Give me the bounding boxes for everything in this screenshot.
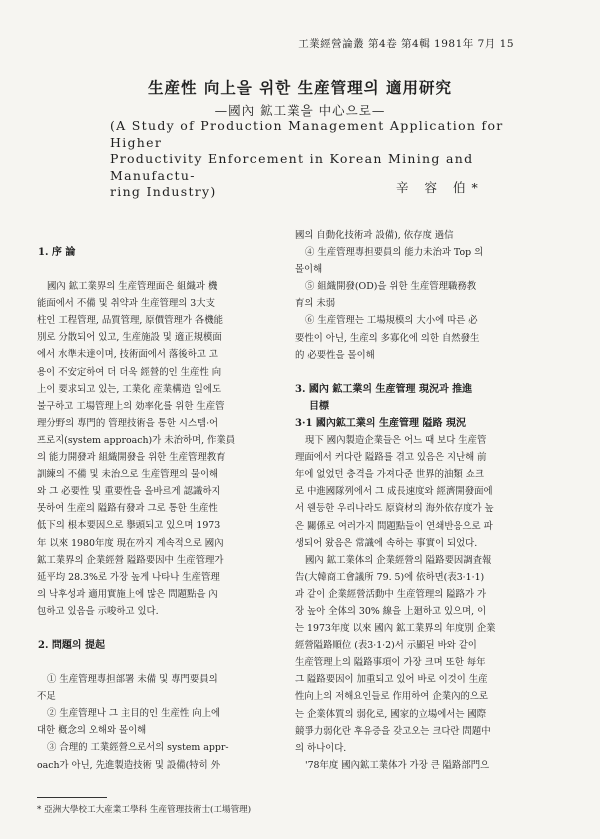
text-line: 告(大韓商工會議所 79. 5)에 依하면(表3·1·1) xyxy=(295,571,485,583)
running-header: 工業經營論叢 第4卷 第4輯 1981年 7月 15 xyxy=(298,38,514,50)
problem-list-continued xyxy=(295,227,525,364)
text-line: 鉱工業界의 企業經營 隘路要因中 生産管理가 xyxy=(37,554,224,566)
text-line: 低下의 根本要因으로 擧頭되고 있으며 1973 xyxy=(37,520,221,532)
section-3-heading-line: 目標 xyxy=(309,400,329,412)
section-2-body xyxy=(37,671,280,774)
paper-subtitle: —國內 鉱工業을 中心으로— xyxy=(214,103,386,118)
text-line: 의 하나이다. xyxy=(295,742,347,754)
section-1-heading: 1. 序 論 xyxy=(38,247,76,258)
text-line: 能面에서 不備 및 취약과 生産管理의 3大支 xyxy=(37,298,216,310)
text-line: 經營隘路順位 (表3·1·2)서 示顯된 바와 같이 xyxy=(295,640,477,652)
text-line: 서 웬등한 우리나라도 原資材의 海外依存度가 높 xyxy=(295,503,494,515)
section-3-heading-line: 3. 國內 鉱工業의 生産管理 現況과 推進 xyxy=(295,383,473,395)
text-line: 不足 xyxy=(37,691,56,703)
text-line: 프로지(system approach)가 未治하며, 作業員 xyxy=(37,434,236,446)
text-line: 生産管理上의 隘路事項이 가장 크며 또한 每年 xyxy=(295,657,486,669)
text-line: 불구하고 工場管理上의 効率化를 위한 生産管 xyxy=(37,400,225,412)
text-line: 現下 國內製造企業들은 어느 때 보다 生産管 xyxy=(305,435,487,447)
text-line: 國內 鉱工業界의 生産管理面은 組織과 機 xyxy=(47,281,218,293)
text-line: ③ 合理的 工業經營으로서의 system appr- xyxy=(47,742,229,754)
text-line: 理面에서 커다란 隘路를 겪고 있음은 지난해 前 xyxy=(295,452,487,464)
text-line: 와 그 必要性 및 重要性을 올바르게 認識하지 xyxy=(37,486,221,498)
text-line: 는 企業体質의 弱化로, 國家的立場에서는 國際 xyxy=(295,708,487,720)
english-title-line: Productivity Enforcement in Korean Mining and Manufactu- xyxy=(110,151,474,183)
section-2-heading: 2. 問題의 提起 xyxy=(38,639,106,651)
text-line: 은 關係로 여러가지 問題點들이 연쇄반응으로 파 xyxy=(295,520,493,532)
text-line: 의 낙후성과 適用實施上에 많은 問題點을 內 xyxy=(37,588,218,600)
text-line: 생되어 왔음은 常識에 속하는 事實이 되었다. xyxy=(295,537,478,549)
text-line: 의 能力開發과 組織開發을 위한 生産管理教育 xyxy=(37,452,226,464)
text-line: 는 1973年度 以來 國內 鉱工業界의 年度別 企業 xyxy=(295,623,496,635)
text-line: 要性이 아닌, 生産의 多寡化에 의한 自然發生 xyxy=(295,332,480,344)
text-line: 年에 없었던 충격을 가져다준 世界的油類 쇼크 xyxy=(295,469,484,481)
text-line: ⑤ 組織開發(OD)을 위한 生産管理職務教 xyxy=(305,281,477,293)
text-line: 理分野의 專門的 管理技術을 통한 시스템·어 xyxy=(37,417,219,429)
footnote: * 亞洲大學校工大産業工學科 生産管理技術士(工場管理) xyxy=(37,805,252,815)
text-line: 國內 鉱工業体의 企業經營의 隘路要因調査報 xyxy=(305,554,492,566)
footnote-rule xyxy=(37,797,107,798)
text-line: ⑥ 生産管理는 工場規模의 大小에 따른 必 xyxy=(305,315,478,327)
text-line: 로 中進國隊列에서 그 成長速度와 經濟開發面에 xyxy=(295,486,493,498)
section-3-1-heading: 3·1 國內鉱工業의 生産管理 隘路 現況 xyxy=(295,417,466,429)
english-title-line: ring Industry) xyxy=(110,184,217,199)
text-line: 性向上의 저해요인들로 作用하여 企業內的으로 xyxy=(295,691,488,703)
text-line: 包하고 있음을 示唆하고 있다. xyxy=(37,605,159,617)
text-line: '78年度 國內鉱工業体가 가장 큰 隘路部門으 xyxy=(305,759,490,771)
text-line: 에서 水準未達이며, 技術面에서 落後하고 고 xyxy=(37,349,218,361)
text-line: 못하여 生産의 隘路有發과 그로 통한 生産性 xyxy=(37,503,218,515)
text-line: 과 같이 企業經營活動中 生産管理의 隘路가 가 xyxy=(295,588,487,600)
text-line: 대한 槪念의 오해와 몰이해 xyxy=(37,725,147,737)
text-line: 용이 不安定하여 더 더욱 經營的인 生産性 向 xyxy=(37,366,222,378)
text-line: ④ 生産管理專担要員의 能力未治과 Top 의 xyxy=(305,247,484,259)
section-1-body xyxy=(37,278,280,620)
text-line: 延平均 28.3%로 가장 높게 나타나 生産管理 xyxy=(37,571,220,583)
text-line: 그 隘路要因이 加重되고 있어 바로 이것이 生産 xyxy=(295,674,488,686)
text-line: ② 生産管理나 그 主目的인 生産性 向上에 xyxy=(47,708,221,720)
text-line: 年 以來 1980年度 現在까지 계속적으로 國內 xyxy=(37,537,224,549)
text-line: 國의 自動化技術과 設備), 依存度 過信 xyxy=(295,230,454,241)
text-line: oach가 아닌, 先進製造技術 및 設備(特히 外 xyxy=(37,759,221,771)
left-column xyxy=(37,227,280,774)
section-3-1-body xyxy=(295,432,525,774)
paper-title: 生産性 向上을 위한 生産管理의 適用研究 xyxy=(148,78,452,97)
text-line: 別로 分散되어 있고, 生産施設 및 適正規模面 xyxy=(37,332,222,344)
text-line: 몰이해 xyxy=(295,264,323,276)
text-line: ① 生産管理專担部署 未備 및 專門要員의 xyxy=(47,674,218,686)
english-title-line: (A Study of Production Management Application for Higher xyxy=(110,118,504,150)
text-line: 的 必要性을 몰이해 xyxy=(295,349,375,361)
text-line: 育의 未弱 xyxy=(295,298,336,310)
author: 辛 容 伯* xyxy=(396,180,484,195)
text-line: 上이 要求되고 있는, 工業化 産業構造 일에도 xyxy=(37,383,222,395)
text-line: 訓練의 不備 및 未治으로 生産管理의 물이해 xyxy=(37,469,219,481)
right-column xyxy=(295,227,525,774)
text-line: 장 높아 全体의 30% 線을 上廻하고 있으며, 이 xyxy=(295,605,487,617)
text-line: 柱인 工程管理, 品質管理, 原價管理가 各機能 xyxy=(37,315,223,327)
text-line: 競爭力弱化란 후유증을 갖고오는 크다란 問題中 xyxy=(295,725,491,737)
